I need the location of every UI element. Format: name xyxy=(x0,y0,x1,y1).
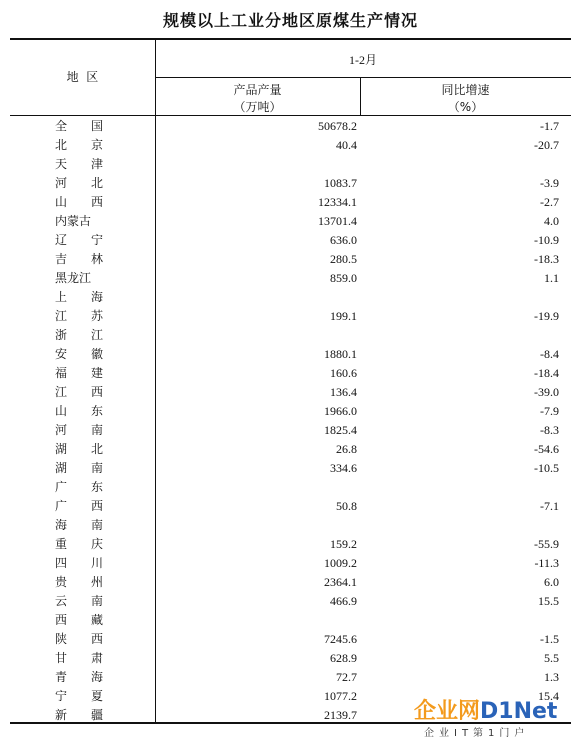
region-name: 陕 西 xyxy=(55,632,103,646)
output-unit: （万吨） xyxy=(233,100,282,114)
output-value: 1825.4 xyxy=(324,423,357,437)
table-row xyxy=(0,155,581,174)
output-value: 1009.2 xyxy=(324,556,357,570)
period-header: 1-2月 xyxy=(349,53,377,67)
output-value: 40.4 xyxy=(336,138,357,152)
output-value: 12334.1 xyxy=(318,195,357,209)
output-value: 1880.1 xyxy=(324,347,357,361)
output-value: 136.4 xyxy=(330,385,357,399)
output-value: 280.5 xyxy=(330,252,357,266)
region-name: 福 建 xyxy=(55,366,103,380)
growth-value: -3.9 xyxy=(540,176,559,190)
growth-value: 5.5 xyxy=(544,651,559,665)
region-name: 广 东 xyxy=(55,480,103,494)
table-row xyxy=(0,269,581,288)
table-row xyxy=(0,573,581,592)
output-value: 1966.0 xyxy=(324,404,357,418)
region-name: 贵 州 xyxy=(55,575,103,589)
region-name: 云 南 xyxy=(55,594,103,608)
table-row xyxy=(0,383,581,402)
region-name: 浙 江 xyxy=(55,328,103,342)
output-value: 334.6 xyxy=(330,461,357,475)
region-name: 山 西 xyxy=(55,195,103,209)
table-row xyxy=(0,649,581,668)
watermark-subtitle: 企业IT第1门户 xyxy=(424,728,530,739)
period-rule xyxy=(155,77,571,78)
region-name: 河 南 xyxy=(55,423,103,437)
region-name: 黑 龙 江 xyxy=(55,271,92,285)
output-value: 13701.4 xyxy=(318,214,357,228)
table-row xyxy=(0,478,581,497)
region-name: 西 藏 xyxy=(55,613,103,627)
region-name: 吉 林 xyxy=(55,252,103,266)
growth-value: -10.9 xyxy=(534,233,559,247)
table-title: 规模以上工业分地区原煤生产情况 xyxy=(162,11,418,30)
watermark-logo xyxy=(414,694,557,725)
growth-value: -1.7 xyxy=(540,119,559,133)
table-row xyxy=(0,592,581,611)
output-value: 159.2 xyxy=(330,537,357,551)
table-row xyxy=(0,459,581,478)
output-value: 1083.7 xyxy=(324,176,357,190)
output-value: 2139.7 xyxy=(324,708,357,722)
table-row xyxy=(0,326,581,345)
growth-unit: （%） xyxy=(447,100,484,114)
table-row xyxy=(0,288,581,307)
region-name: 新 疆 xyxy=(55,708,103,722)
table-row xyxy=(0,307,581,326)
region-name: 天 津 xyxy=(55,157,103,171)
region-name: 甘 肃 xyxy=(55,651,103,665)
output-value: 50678.2 xyxy=(318,119,357,133)
table-row xyxy=(0,554,581,573)
output-value: 2364.1 xyxy=(324,575,357,589)
growth-value: 1.1 xyxy=(544,271,559,285)
region-name: 辽 宁 xyxy=(55,233,103,247)
output-value: 1077.2 xyxy=(324,689,357,703)
table-row xyxy=(0,535,581,554)
growth-header: 同比增速 xyxy=(441,83,490,97)
table-row xyxy=(0,212,581,231)
table-row xyxy=(0,231,581,250)
growth-value: -18.4 xyxy=(534,366,559,380)
table-row xyxy=(0,364,581,383)
region-name: 海 南 xyxy=(55,518,103,532)
growth-value: -7.1 xyxy=(540,499,559,513)
table-row xyxy=(0,611,581,630)
growth-value: -8.4 xyxy=(540,347,559,361)
table-row xyxy=(0,174,581,193)
output-value: 628.9 xyxy=(330,651,357,665)
region-name: 四 川 xyxy=(55,556,103,570)
region-name: 江 西 xyxy=(55,385,103,399)
region-name: 内 蒙 古 xyxy=(55,214,92,228)
region-name: 青 海 xyxy=(55,670,103,684)
region-name: 湖 南 xyxy=(55,461,103,475)
table-row xyxy=(0,402,581,421)
growth-value: 1.3 xyxy=(544,670,559,684)
growth-value: 15.5 xyxy=(538,594,559,608)
region-name: 北 京 xyxy=(55,138,103,152)
growth-value: -20.7 xyxy=(534,138,559,152)
output-value: 636.0 xyxy=(330,233,357,247)
region-name: 广 西 xyxy=(55,499,103,513)
growth-value: -39.0 xyxy=(534,385,559,399)
growth-value: -18.3 xyxy=(534,252,559,266)
region-name: 全 国 xyxy=(55,119,103,133)
output-value: 50.8 xyxy=(336,499,357,513)
table-row xyxy=(0,630,581,649)
growth-value: -1.5 xyxy=(540,632,559,646)
growth-value: 6.0 xyxy=(544,575,559,589)
growth-value: -2.7 xyxy=(540,195,559,209)
table-row xyxy=(0,136,581,155)
region-name: 安 徽 xyxy=(55,347,103,361)
output-value: 160.6 xyxy=(330,366,357,380)
output-value: 859.0 xyxy=(330,271,357,285)
growth-value: -8.3 xyxy=(540,423,559,437)
region-name: 山 东 xyxy=(55,404,103,418)
table-row xyxy=(0,497,581,516)
watermark-logo-en: D1Net xyxy=(480,699,558,724)
growth-value: -55.9 xyxy=(534,537,559,551)
table-row xyxy=(0,668,581,687)
region-name: 重 庆 xyxy=(55,537,103,551)
table-row xyxy=(0,440,581,459)
table-row xyxy=(0,250,581,269)
top-rule xyxy=(10,38,571,40)
table-row xyxy=(0,193,581,212)
output-header: 产品产量 xyxy=(233,83,282,97)
growth-value: -7.9 xyxy=(540,404,559,418)
output-value: 26.8 xyxy=(336,442,357,456)
d1net-watermark xyxy=(414,694,581,740)
output-value: 199.1 xyxy=(330,309,357,323)
region-name: 江 苏 xyxy=(55,309,103,323)
growth-value: -54.6 xyxy=(534,442,559,456)
watermark-logo-cn: 企业网 xyxy=(414,699,481,724)
region-header: 地 区 xyxy=(66,70,99,84)
output-value: 466.9 xyxy=(330,594,357,608)
growth-value: -11.3 xyxy=(534,556,559,570)
region-name: 上 海 xyxy=(55,290,103,304)
growth-value: 4.0 xyxy=(544,214,559,228)
region-name: 河 北 xyxy=(55,176,103,190)
table-row xyxy=(0,345,581,364)
region-name: 宁 夏 xyxy=(55,689,103,703)
header-bottom-rule xyxy=(10,115,571,116)
table-row xyxy=(0,421,581,440)
table-row xyxy=(0,516,581,535)
growth-value: -19.9 xyxy=(534,309,559,323)
output-value: 7245.6 xyxy=(324,632,357,646)
region-name: 湖 北 xyxy=(55,442,103,456)
data-rows xyxy=(0,117,581,725)
output-value: 72.7 xyxy=(336,670,357,684)
table-row xyxy=(0,117,581,136)
growth-value: 15.4 xyxy=(538,689,559,703)
growth-value: -10.5 xyxy=(534,461,559,475)
